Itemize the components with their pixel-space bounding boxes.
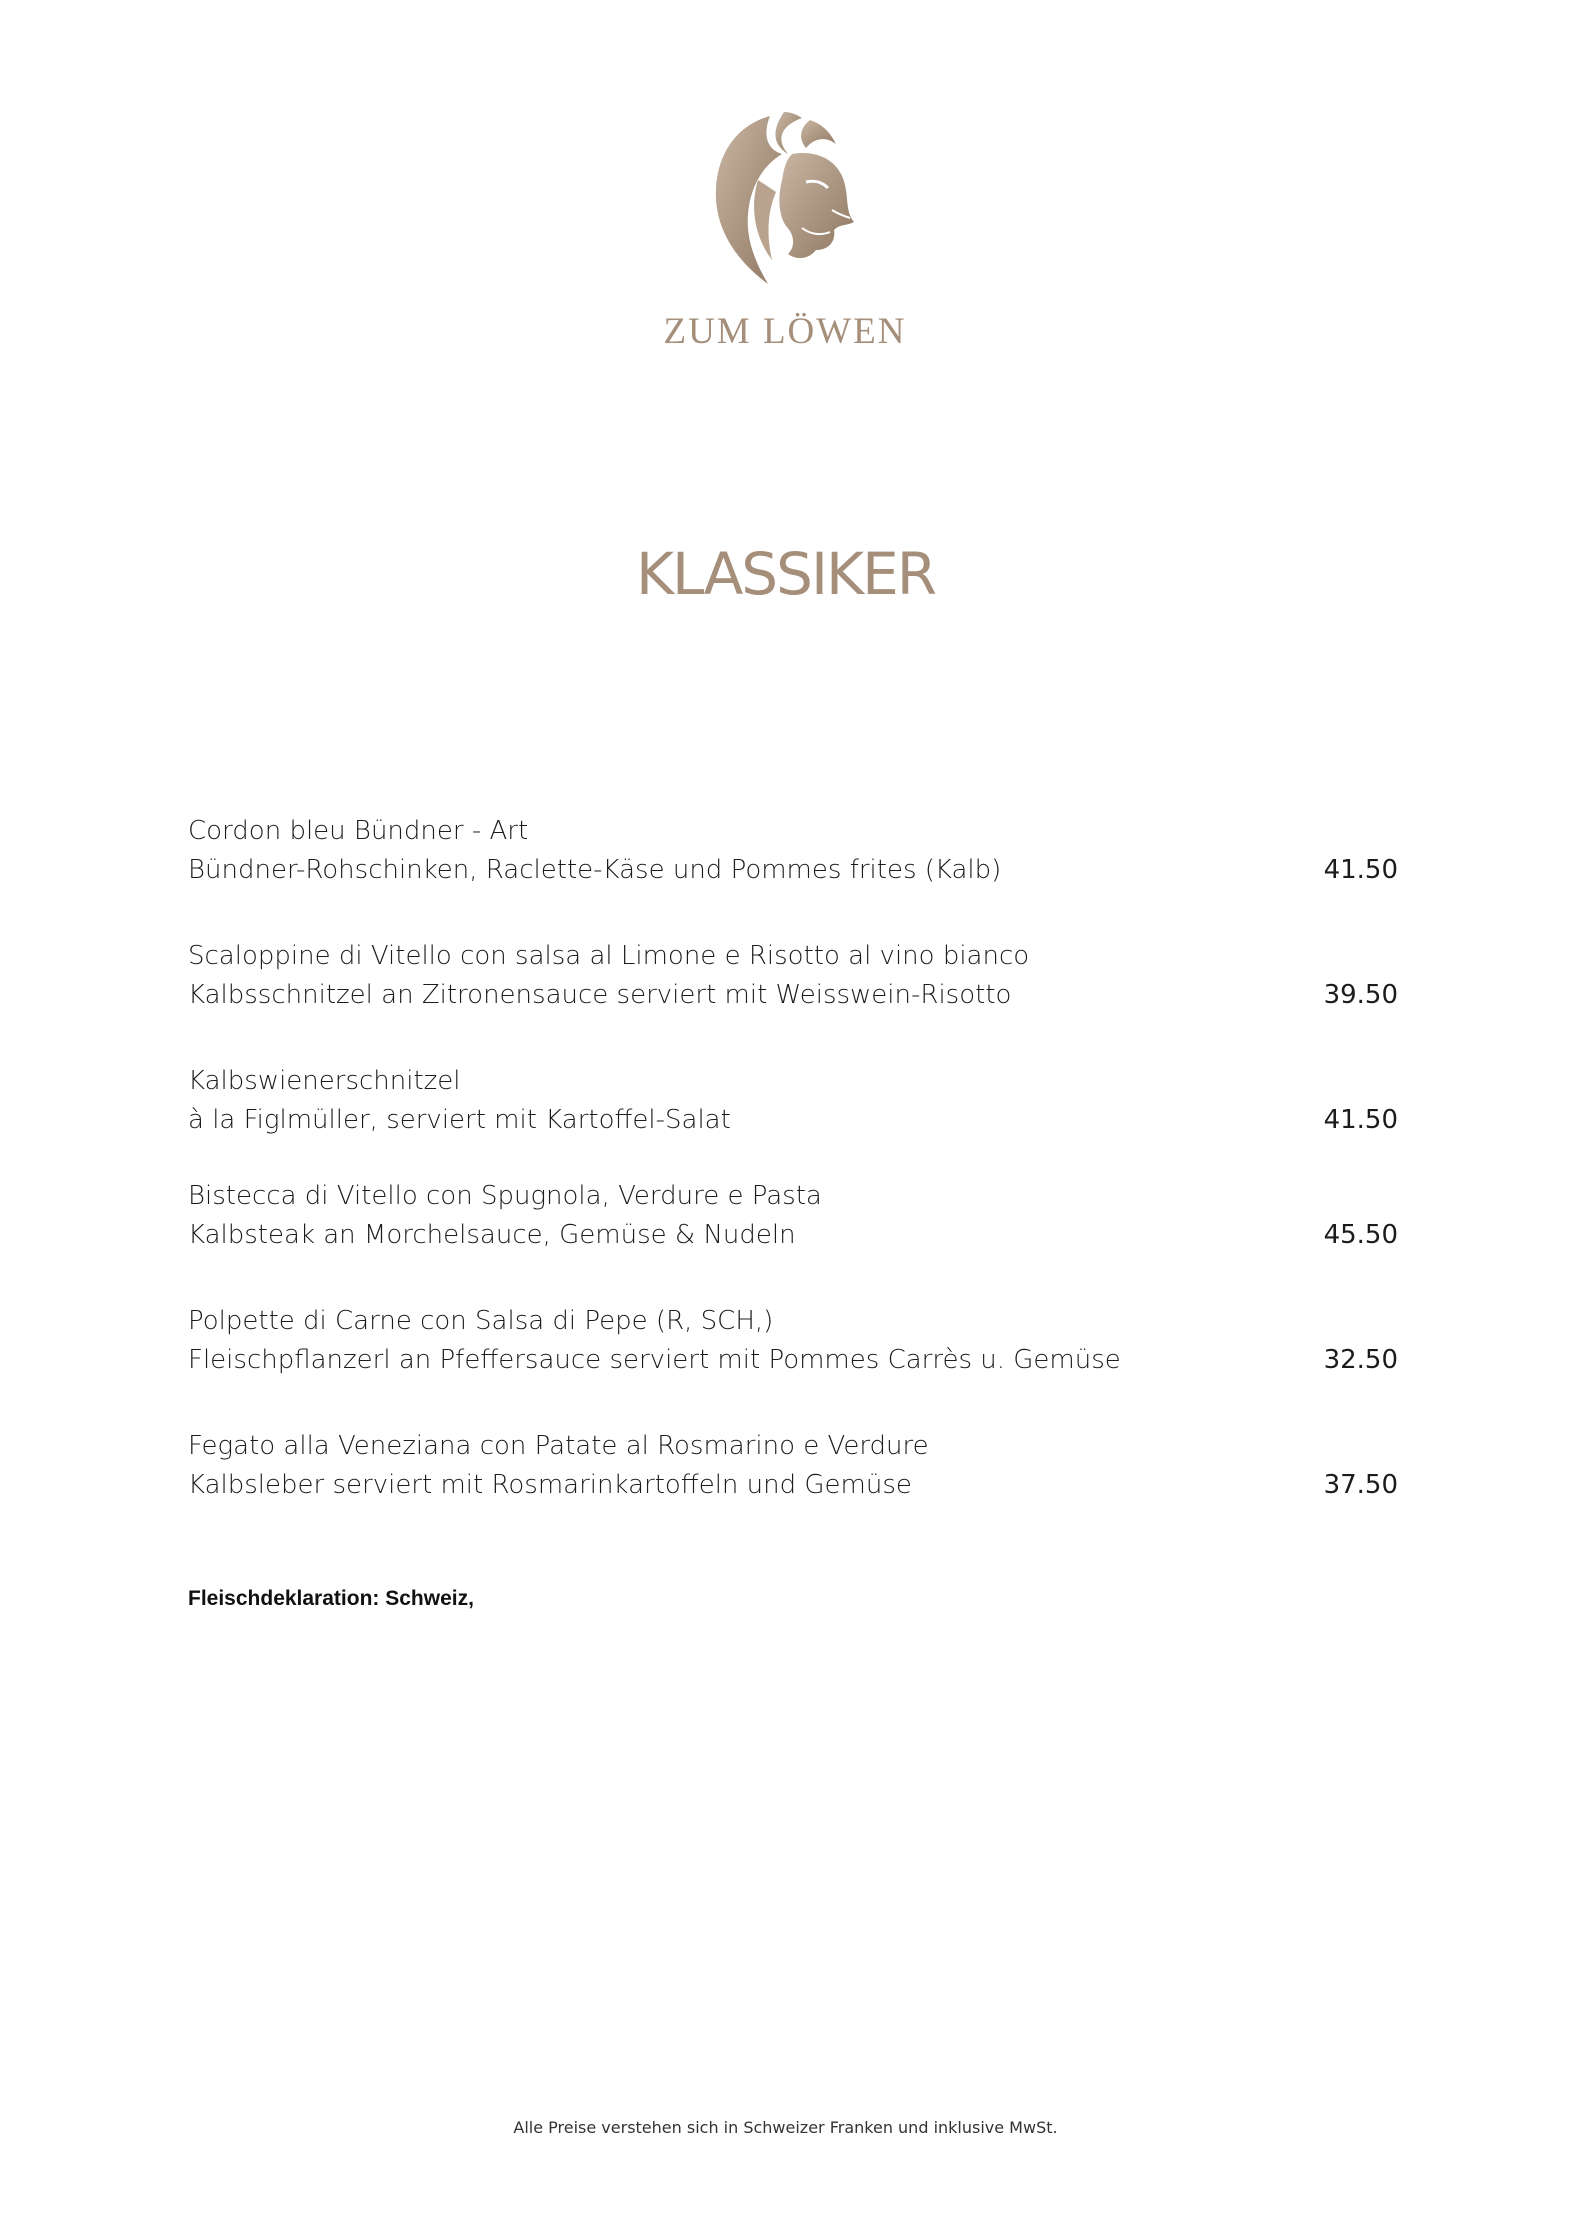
dish-price: 32.50 — [1323, 1345, 1398, 1375]
menu-list — [188, 812, 1398, 1505]
dish-description: Kalbsteak an Morchelsauce, Gemüse & Nudeln — [188, 1220, 796, 1250]
price-footnote: Alle Preise verstehen sich in Schweizer Franken und inklusive MwSt. — [513, 2118, 1058, 2137]
dish-price: 41.50 — [1323, 855, 1398, 885]
dish-description: à la Figlmüller, serviert mit Kartoffel-Salat — [188, 1105, 731, 1135]
dish-name: Bistecca di Vitello con Spugnola, Verdure e Pasta — [188, 1181, 822, 1211]
page-title: KLASSIKER — [635, 540, 936, 608]
dish-name: Cordon bleu Bündner - Art — [188, 816, 529, 846]
dish-description: Kalbsleber serviert mit Rosmarinkartoffeln und Gemüse — [188, 1470, 912, 1500]
meat-declaration: Fleischdeklaration: Schweiz, — [188, 1587, 474, 1610]
dish-name: Fegato alla Veneziana con Patate al Rosmarino e Verdure — [188, 1431, 929, 1461]
restaurant-logo — [640, 110, 930, 360]
dish-name: Kalbswienerschnitzel — [188, 1066, 461, 1096]
dish-price: 37.50 — [1323, 1470, 1398, 1500]
dish-description: Fleischpflanzerl an Pfeffersauce serviert mit Pommes Carrès u. Gemüse — [188, 1345, 1121, 1375]
menu-item — [188, 1177, 1398, 1255]
dish-description: Bündner-Rohschinken, Raclette-Käse und Pommes frites (Kalb) — [188, 855, 1002, 885]
logo-text: ZUM LÖWEN — [663, 311, 907, 352]
dish-price: 39.50 — [1323, 980, 1398, 1010]
menu-item — [188, 937, 1398, 1015]
dish-name: Polpette di Carne con Salsa di Pepe (R, SCH,) — [188, 1306, 774, 1336]
dish-name: Scaloppine di Vitello con salsa al Limone e Risotto al vino bianco — [188, 941, 1030, 971]
dish-description: Kalbsschnitzel an Zitronensauce serviert mit Weisswein-Risotto — [188, 980, 1012, 1010]
menu-item — [188, 812, 1398, 890]
menu-item — [188, 1062, 1398, 1140]
menu-item — [188, 1302, 1398, 1380]
lion-head-icon — [710, 110, 860, 290]
dish-price: 45.50 — [1323, 1220, 1398, 1250]
dish-price: 41.50 — [1323, 1105, 1398, 1135]
menu-item — [188, 1427, 1398, 1505]
